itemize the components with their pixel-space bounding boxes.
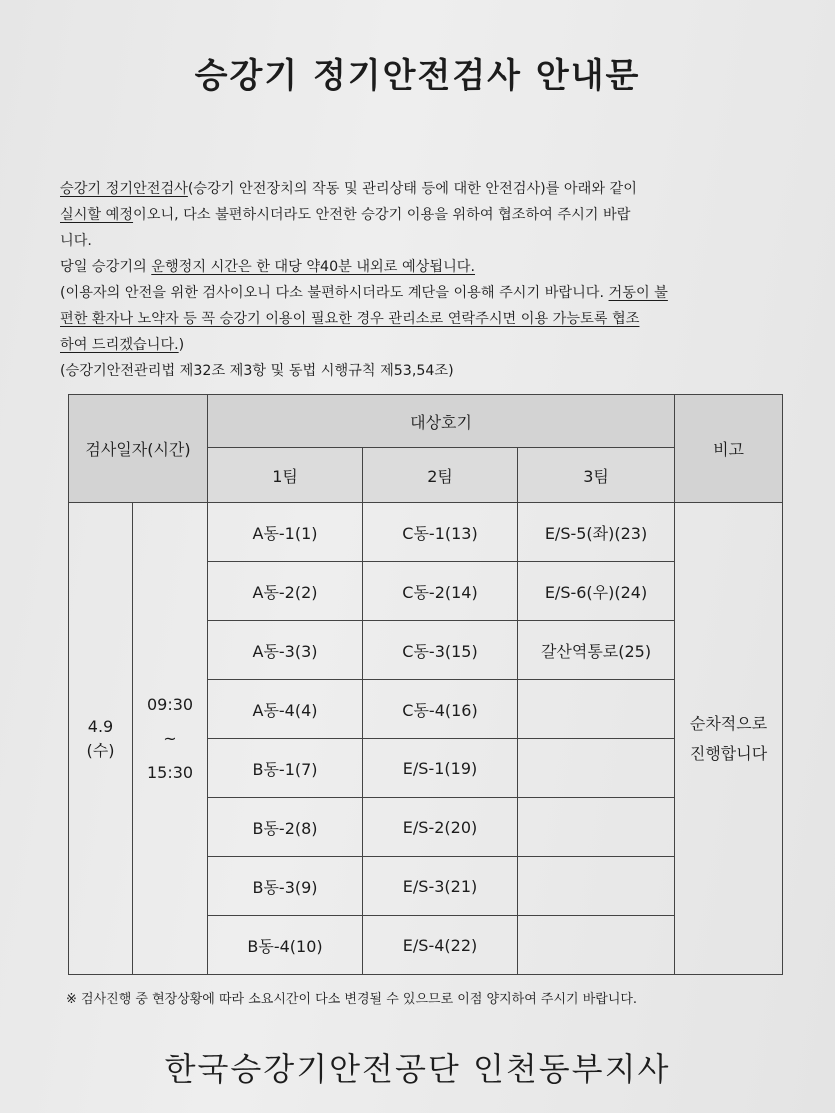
intro-line-4 — [60, 254, 780, 280]
intro-line-5 — [60, 280, 780, 306]
cell-team-3 — [518, 680, 675, 739]
header-inspection-date: 검사일자(시간) — [69, 395, 208, 503]
intro-underline: 승강기 정기안전검사 — [60, 181, 188, 197]
cell-team-1: B동-1(7) — [208, 739, 363, 798]
header-remarks: 비고 — [675, 395, 783, 503]
cell-team-2: C동-4(16) — [363, 680, 518, 739]
header-team-2: 2팀 — [363, 448, 518, 503]
intro-line-3: 니다. — [60, 233, 92, 249]
intro-underline: 운행정지 시간은 한 대당 약40분 내외로 예상됩니다. — [151, 259, 475, 275]
inspection-weekday: (수) — [86, 740, 115, 760]
cell-team-1: B동-2(8) — [208, 798, 363, 857]
page-title: 승강기 정기안전검사 안내문 — [194, 56, 641, 96]
cell-team-1: A동-4(4) — [208, 680, 363, 739]
inspection-time-cell — [133, 503, 208, 975]
remark-line-2: 진행합니다 — [689, 743, 768, 763]
cell-team-1: A동-2(2) — [208, 562, 363, 621]
time-end: 15:30 — [146, 762, 194, 782]
intro-underline: 거동이 불 — [608, 285, 668, 301]
cell-team-3 — [518, 916, 675, 975]
intro-underline: 편한 환자나 노약자 등 꼭 승강기 이용이 필요한 경우 관리소로 연락주시면 이용 가능토록 협조 — [60, 311, 640, 327]
cell-team-1: A동-3(3) — [208, 621, 363, 680]
intro-underline: 하여 드리겠습니다. — [60, 337, 179, 353]
cell-team-2: E/S-1(19) — [363, 739, 518, 798]
header-target-units: 대상호기 — [208, 395, 675, 448]
cell-team-3 — [518, 857, 675, 916]
table-row — [69, 503, 783, 562]
intro-text — [60, 176, 780, 384]
cell-team-1: B동-3(9) — [208, 857, 363, 916]
intro-text-span: 이오니, 다소 불편하시더라도 안전한 승강기 이용을 위하여 협조하여 주시기 바랍 — [133, 207, 631, 223]
intro-text-span: (승강기 안전장치의 작동 및 관리상태 등에 대한 안전검사)를 아래와 같이 — [187, 181, 637, 197]
cell-team-3 — [518, 739, 675, 798]
cell-team-2: E/S-2(20) — [363, 798, 518, 857]
remarks-cell — [675, 503, 783, 975]
cell-team-2: E/S-4(22) — [363, 916, 518, 975]
intro-text-span: 당일 승강기의 — [60, 259, 152, 275]
inspection-schedule-table — [68, 394, 783, 975]
cell-team-2: E/S-3(21) — [363, 857, 518, 916]
cell-team-3: 갈산역통로(25) — [518, 621, 675, 680]
legal-basis: (승강기안전관리법 제32조 제3항 및 동법 시행규칙 제53,54조) — [60, 363, 454, 379]
time-separator: ~ — [163, 728, 177, 748]
inspection-date-cell — [69, 503, 133, 975]
remark-line-1: 순차적으로 — [689, 713, 768, 733]
intro-line-7 — [60, 332, 780, 358]
intro-line-1 — [60, 176, 780, 202]
intro-text-span: (이용자의 안전을 위한 검사이오니 다소 불편하시더라도 계단을 이용해 주시기 바랍니다. — [60, 285, 609, 301]
intro-line-2 — [60, 202, 780, 228]
cell-team-3 — [518, 798, 675, 857]
intro-underline: 실시할 예정 — [60, 207, 134, 223]
header-team-1: 1팀 — [208, 448, 363, 503]
cell-team-3: E/S-5(좌)(23) — [518, 503, 675, 562]
intro-line-6 — [60, 306, 780, 332]
footnote: ※ 검사진행 중 현장상황에 따라 소요시간이 다소 변경될 수 있으므로 이점 양지하여 주시기 바랍니다. — [66, 992, 638, 1007]
cell-team-1: A동-1(1) — [208, 503, 363, 562]
intro-text-span: ) — [178, 337, 185, 353]
cell-team-2: C동-1(13) — [363, 503, 518, 562]
cell-team-3: E/S-6(우)(24) — [518, 562, 675, 621]
header-team-3: 3팀 — [518, 448, 675, 503]
issuer-name: 한국승강기안전공단 인천동부지사 — [164, 1050, 671, 1088]
cell-team-1: B동-4(10) — [208, 916, 363, 975]
inspection-date: 4.9 — [87, 716, 114, 736]
cell-team-2: C동-2(14) — [363, 562, 518, 621]
cell-team-2: C동-3(15) — [363, 621, 518, 680]
time-start: 09:30 — [146, 694, 194, 714]
